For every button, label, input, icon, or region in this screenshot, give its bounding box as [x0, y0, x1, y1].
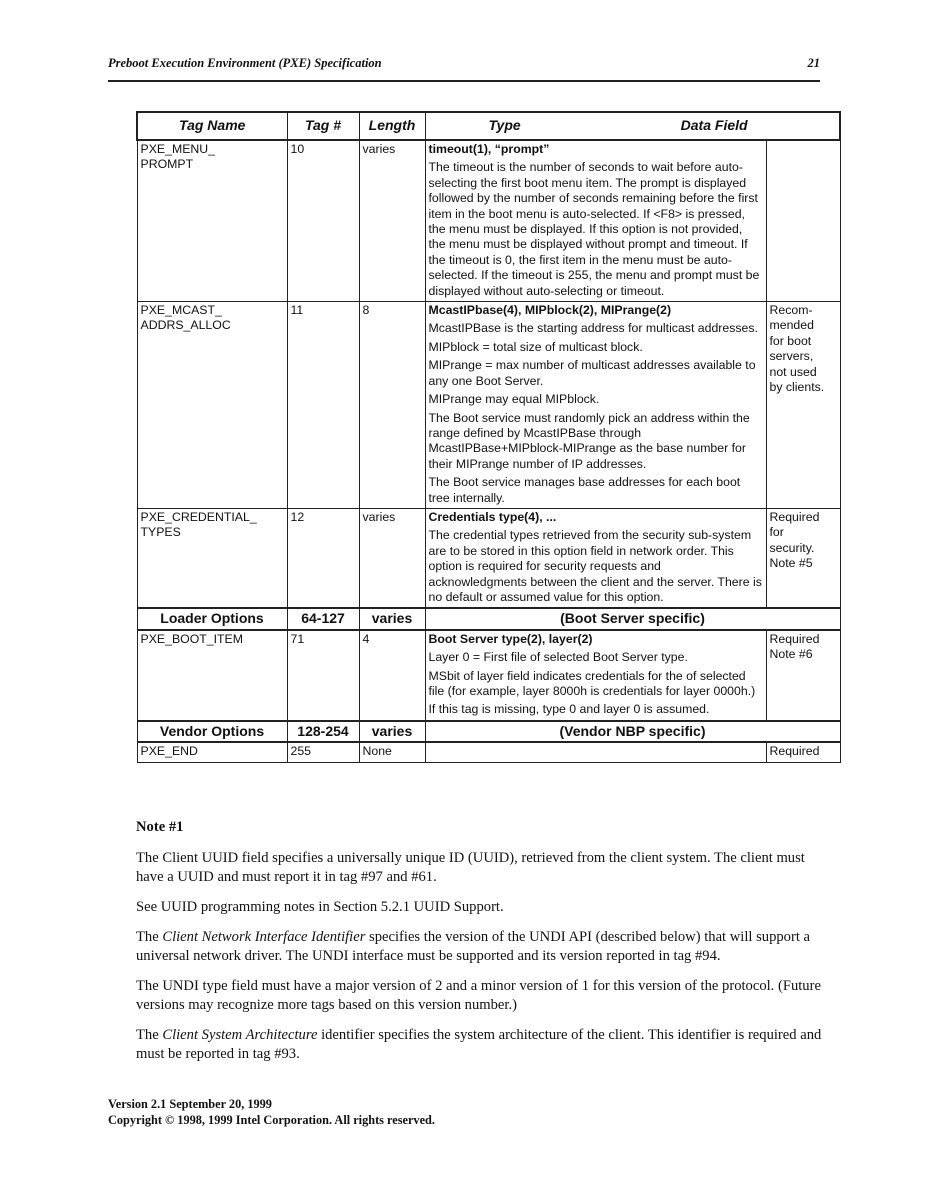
type-heading: timeout(1), “prompt” [428, 142, 550, 156]
note-emphasis: Client Network Interface Identifier [162, 929, 366, 945]
type-cell [425, 508, 766, 608]
length-cell: 8 [359, 302, 425, 509]
section-name-cell: Vendor Options [137, 721, 287, 742]
table-body [137, 140, 840, 762]
table-row [137, 140, 840, 302]
note-title: Note #1 [136, 819, 184, 835]
notes-section [136, 818, 826, 1075]
note-paragraph: See UUID programming notes in Section 5.2.1 UUID Support. [136, 899, 504, 915]
tag-number-cell: 71 [287, 630, 359, 721]
table-row [137, 630, 840, 721]
length-cell: varies [359, 140, 425, 302]
tag-name-cell: PXE_MCAST_ ADDRS_ALLOC [137, 302, 287, 509]
column-header-data-field: Data Field [680, 117, 748, 134]
type-heading: McastIPbase(4), MIPblock(2), MIPrange(2) [428, 303, 672, 318]
table-row [137, 508, 840, 608]
section-type-cell: (Vendor NBP specific) [425, 721, 840, 742]
data-field-cell: Recom- mended for boot servers, not used by clients. [766, 302, 840, 509]
note-paragraph: The UNDI type field must have a major version of 2 and a minor version of 1 for this version of the protocol. (Future versions may recognize more tags based on this version number.) [136, 978, 821, 1013]
page-footer [108, 1096, 435, 1128]
type-cell [425, 630, 766, 721]
type-paragraph: MSbit of layer field indicates credentials for the of selected file (for example, layer 8000h is credentials for layer 0000h.) [428, 668, 756, 698]
header-title: Preboot Execution Environment (PXE) Specification [108, 56, 382, 70]
length-cell: 4 [359, 630, 425, 721]
type-heading: Credentials type(4), ... [428, 509, 557, 524]
type-paragraph: The Boot service must randomly pick an address within the range defined by McastIPBase through McastIPBase+MIPblock-MIPrange as the base number for their MIPrange number of IP addresses. [428, 410, 750, 471]
section-row-vendor-options [137, 721, 840, 742]
type-heading: Boot Server type(2), layer(2) [428, 631, 593, 646]
type-paragraph: Layer 0 = First file of selected Boot Server type. [428, 650, 688, 665]
data-field-cell [766, 140, 840, 302]
type-paragraph: The timeout is the number of seconds to wait before auto-selecting the first boot menu item. The prompt is displayed followed by the number of seconds remaining before the first item in the boot menu is auto-selected. If <F8> is pressed, the menu must be displayed. If this option is not provided, the menu must be displayed without prompt and timeout. If the timeout is 0, the first item in the menu must be auto-selected. If the timeout is 255, the menu and prompt must be displayed without auto-selecting or timeout. [428, 160, 760, 298]
note-paragraph: The Client UUID field specifies a universally unique ID (UUID), retrieved from the client system. The client must have a UUID and must report it in tag #97 and #61. [136, 850, 805, 885]
footer-version: Version 2.1 September 20, 1999 [108, 1097, 272, 1111]
section-length-cell: varies [359, 721, 425, 742]
note-text: identifier specifies the system architecture of the client. This identifier is required and must be reported in tag #93. [136, 1027, 822, 1062]
section-tag-range-cell: 64-127 [287, 608, 359, 629]
running-header [108, 54, 820, 82]
length-cell: varies [359, 508, 425, 608]
table-row [137, 302, 840, 509]
tag-number-cell: 12 [287, 508, 359, 608]
note-emphasis: Client System Architecture [162, 1027, 318, 1043]
column-header-tag-name: Tag Name [137, 112, 287, 140]
type-paragraph: McastIPBase is the starting address for multicast addresses. [428, 321, 758, 336]
type-paragraph: If this tag is missing, type 0 and layer 0 is assumed. [428, 702, 710, 717]
tag-number-cell: 255 [287, 742, 359, 762]
tag-number-cell: 10 [287, 140, 359, 302]
note-text: The [136, 929, 163, 945]
tag-name-cell: PXE_BOOT_ITEM [137, 630, 287, 721]
note-text: specifies the version of the UNDI API (described below) that will support a universal network driver. The UNDI interface must be supported and its version reported in tag #94. [136, 929, 811, 964]
table-row [137, 742, 840, 762]
note-paragraph [136, 928, 826, 966]
column-header-tag-number: Tag # [287, 112, 359, 140]
section-row-loader-options [137, 608, 840, 629]
type-paragraph: MIPrange may equal MIPblock. [428, 392, 600, 407]
note-text: The [136, 1027, 163, 1043]
length-cell: None [359, 742, 425, 762]
type-cell [425, 742, 766, 762]
column-header-type-data [425, 112, 840, 140]
footer-copyright: Copyright © 1998, 1999 Intel Corporation. All rights reserved. [108, 1113, 435, 1127]
tag-name-cell: PXE_MENU_ PROMPT [137, 140, 287, 302]
type-paragraph: MIPrange = max number of multicast addresses available to any one Boot Server. [428, 358, 756, 388]
section-length-cell: varies [359, 608, 425, 629]
data-field-cell: Required Note #6 [766, 630, 840, 721]
type-paragraph: The credential types retrieved from the security sub-system are to be stored in this option field in network order. This option is required for security requests and acknowledgments between the client and the server. There is no default or assumed value for this option. [428, 528, 762, 604]
section-name-cell: Loader Options [137, 608, 287, 629]
type-paragraph: The Boot service manages base addresses for each boot tree internally. [428, 475, 741, 505]
data-field-cell: Required [766, 742, 840, 762]
table-header-row [137, 112, 840, 140]
tag-number-cell: 11 [287, 302, 359, 509]
column-header-length: Length [359, 112, 425, 140]
tag-name-cell: PXE_END [137, 742, 287, 762]
section-tag-range-cell: 128-254 [287, 721, 359, 742]
section-type-cell: (Boot Server specific) [425, 608, 840, 629]
type-paragraph: MIPblock = total size of multicast block. [428, 339, 643, 354]
note-paragraph [136, 1026, 826, 1064]
data-field-cell: Required for security. Note #5 [766, 508, 840, 608]
type-cell [425, 140, 766, 302]
type-cell [425, 302, 766, 509]
page-number: 21 [807, 56, 820, 70]
tag-name-cell: PXE_CREDENTIAL_ TYPES [137, 508, 287, 608]
column-header-type: Type [488, 117, 521, 134]
dhcp-options-table [136, 111, 841, 763]
